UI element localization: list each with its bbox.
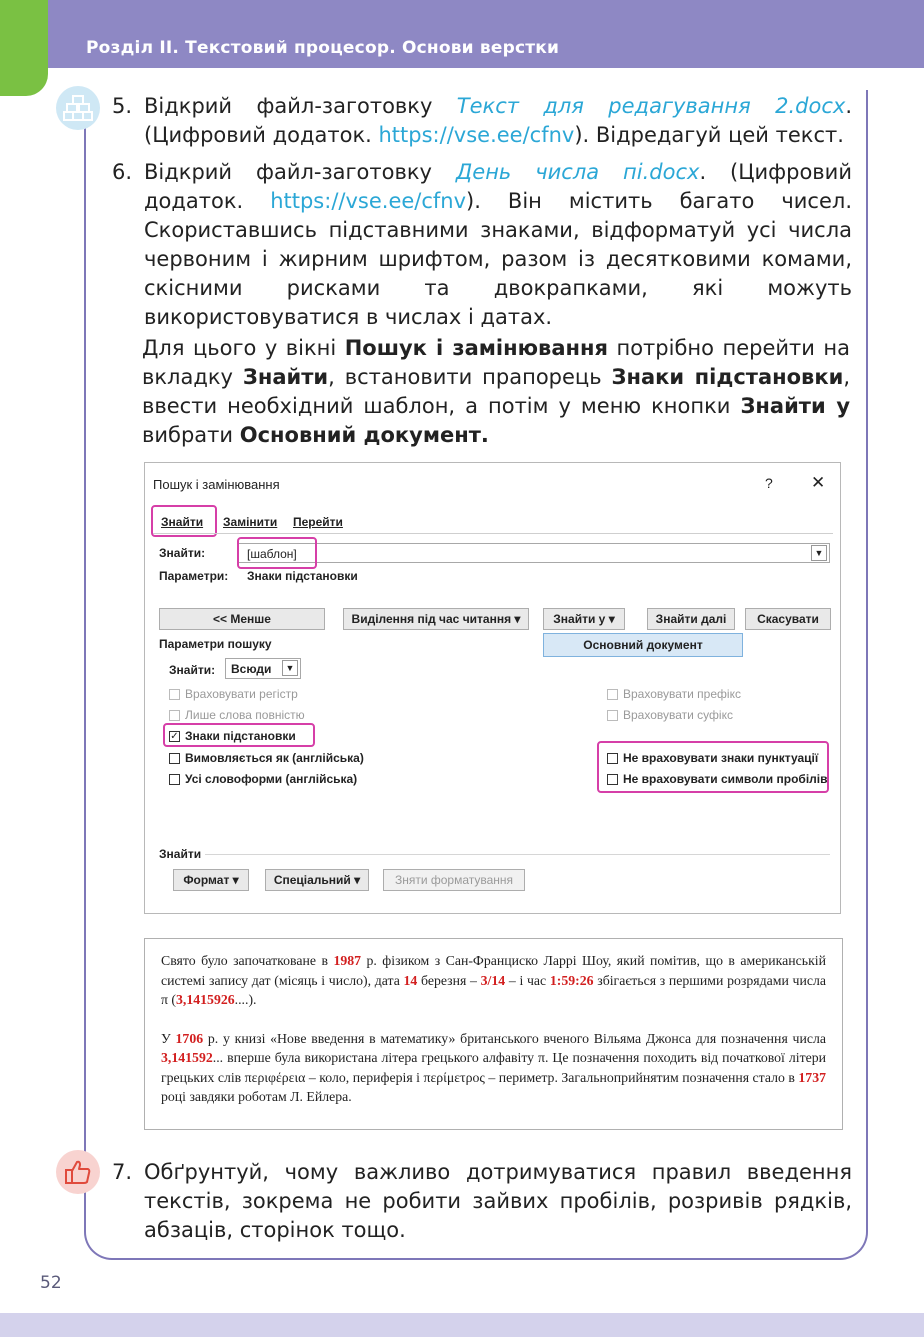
option-label: Враховувати префікс (623, 687, 741, 701)
task-6 (112, 158, 852, 332)
task-text: ). Відредагуй цей текст. (574, 123, 844, 147)
option-label: Враховувати суфікс (623, 708, 733, 722)
highlight-frame (237, 537, 317, 569)
option-label: Усі словоформи (англійська) (185, 772, 358, 786)
task-text: Відкрий файл-заготовку (144, 94, 457, 118)
option-match-prefix[interactable] (607, 687, 741, 701)
sample-text: У (161, 1030, 176, 1046)
task-5 (112, 92, 852, 150)
red-number: 1706 (175, 1030, 204, 1046)
search-options-label: Параметри пошуку (159, 637, 272, 651)
task-text: Обґрунтуй, чому важливо дотримуватися правил введення текстів, зокрема не робити зайвих пробілів, розривів рядків, абзаців, сторінок тощо. (144, 1160, 852, 1242)
chevron-down-icon[interactable]: ▼ (811, 545, 827, 561)
format-button[interactable]: Формат ▾ (173, 869, 249, 891)
checkbox[interactable] (169, 710, 180, 721)
help-icon[interactable]: ? (765, 475, 773, 491)
red-number: 3,141592 (161, 1050, 213, 1065)
option-label: Знаки підстановки (185, 729, 296, 743)
task-text: ). Він містить багато чисел. Скориставшись підставними знаками, відформатуй усі числа червоним і жирним шрифтом, разом із десятковими комами, скісними рисками та двокрапками, які можуть використовуватися в числах і датах. (144, 189, 852, 329)
task-number: 7. (112, 1160, 133, 1184)
para-bold: Знайти у (740, 394, 851, 418)
option-label: Лише слова повністю (185, 708, 305, 722)
params-value: Знаки підстановки (247, 569, 358, 583)
tab-replace[interactable]: Замінити (223, 515, 278, 529)
para-text: Для цього у вікні (142, 336, 345, 360)
highlight-frame (597, 741, 829, 793)
para-text: , ввести необхідний шаблон, а потім у меню кнопки (142, 365, 851, 418)
option-label: Вимовляється як (англійська) (185, 751, 364, 765)
task-number: 6. (112, 160, 133, 184)
highlight-reading-button[interactable]: Виділення під час читання ▾ (343, 608, 529, 630)
option-whole-words[interactable] (169, 708, 305, 722)
page-number: 52 (40, 1273, 62, 1293)
option-sounds-like[interactable] (169, 751, 364, 765)
sample-text: році завдяки роботам Л. Ейлера. (161, 1089, 352, 1104)
digital-link[interactable]: https://vse.ee/cfnv (378, 123, 575, 147)
chevron-down-icon[interactable]: ▼ (282, 660, 298, 676)
checkbox[interactable] (607, 689, 618, 700)
file-name: Текст для редагування 2.docx (456, 94, 846, 118)
checkbox[interactable] (607, 710, 618, 721)
sample-text: Свято було започатковане в (161, 953, 334, 968)
blocks-icon (56, 86, 100, 130)
para-bold: Пошук і замінювання (344, 336, 608, 360)
red-number: 14 (403, 972, 418, 988)
instruction-paragraph (142, 334, 850, 450)
red-number: 3,1415926 (176, 992, 235, 1007)
checkbox-checked[interactable]: ✓ (170, 730, 179, 742)
para-text: потрібно перейти на вкладку (142, 336, 850, 389)
option-match-suffix[interactable] (607, 708, 733, 722)
para-bold: Основний документ. (239, 423, 489, 447)
checkbox[interactable] (169, 753, 180, 764)
red-number: 1:59:26 (549, 972, 594, 988)
chapter-title: Розділ II. Текстовий процесор. Основи верстки (86, 38, 560, 58)
option-label: Не враховувати символи пробілів (623, 772, 828, 786)
para-text: вибрати (142, 423, 240, 447)
file-name: День числа пі.docx (455, 160, 700, 184)
thumbs-up-icon (56, 1150, 100, 1194)
find-section-label: Знайти (159, 847, 202, 861)
option-label: Враховувати регістр (185, 687, 298, 701)
tab-find[interactable]: Знайти (161, 515, 204, 529)
para-text: , встановити прапорець (328, 365, 612, 389)
para-bold: Знаки підстановки (611, 365, 844, 389)
search-direction-value: Всюди (231, 662, 272, 676)
find-in-button[interactable]: Знайти у ▾ (543, 608, 625, 630)
tab-strip (153, 533, 833, 534)
dialog-title: Пошук і замінювання (153, 477, 280, 492)
option-all-forms[interactable] (169, 772, 357, 786)
less-button[interactable]: << Менше (159, 608, 325, 630)
sample-paragraph-2 (161, 1029, 826, 1107)
find-value: [шаблон] (247, 547, 297, 561)
sample-text: р. у книзі «Нове введення в математику» британського вченого Вільяма Джонса для позначення числа (203, 1030, 826, 1046)
search-direction-label: Знайти: (169, 663, 216, 677)
digital-link[interactable]: https://vse.ee/cfnv (270, 189, 467, 213)
red-number: 1987 (333, 953, 362, 968)
clear-formatting-button[interactable]: Зняти форматування (383, 869, 525, 891)
sample-text: р. фізиком з Сан-Франциско Ларрі Шоу, який помітив, що в американській системі запису дат (місяць і число), дата (161, 953, 826, 988)
footer-band (0, 1313, 924, 1337)
find-next-button[interactable]: Знайти далі (647, 608, 735, 630)
sample-paragraph-1 (161, 951, 826, 1010)
sample-text: ... вперше була використана літера грецького алфавіту π. Це позначення походить від початкової літери грецьких слів περιφέρεια – коло, периферія і περίμετρος – периметр. Загальноприйнятим позначення стало в (161, 1050, 826, 1085)
task-7 (112, 1158, 852, 1245)
cancel-button[interactable]: Скасувати (745, 608, 831, 630)
text-sample (144, 938, 843, 1130)
red-number: 3/14 (480, 972, 506, 988)
find-replace-dialog (144, 462, 841, 914)
special-button[interactable]: Спеціальний ▾ (265, 869, 369, 891)
checkbox[interactable] (169, 774, 180, 785)
red-number: 1737 (798, 1069, 826, 1085)
find-label: Знайти: (159, 546, 206, 560)
task-text: Відкрий файл-заготовку (144, 160, 456, 184)
params-label: Параметри: (159, 569, 229, 583)
sample-text: ....). (234, 992, 257, 1007)
sample-text: – і час (505, 972, 550, 988)
divider (205, 854, 830, 855)
option-match-case[interactable] (169, 687, 298, 701)
para-bold: Знайти (242, 365, 329, 389)
tab-goto[interactable]: Перейти (293, 515, 343, 529)
sample-text: збігається з першими розрядами числа π ( (161, 972, 827, 1007)
find-input[interactable] (237, 543, 830, 563)
highlight-frame (163, 723, 315, 747)
checkbox[interactable] (169, 689, 180, 700)
option-label: Не враховувати знаки пунктуації (623, 751, 819, 765)
close-icon[interactable]: ✕ (811, 473, 826, 492)
task-text: . (Цифровий додаток. (144, 160, 852, 213)
menu-item-main-document[interactable]: Основний документ (543, 633, 743, 657)
chapter-tab (0, 0, 48, 96)
sample-text: березня – (417, 972, 481, 988)
task-number: 5. (112, 94, 133, 118)
task-text: . (Цифровий додаток. (144, 94, 852, 147)
